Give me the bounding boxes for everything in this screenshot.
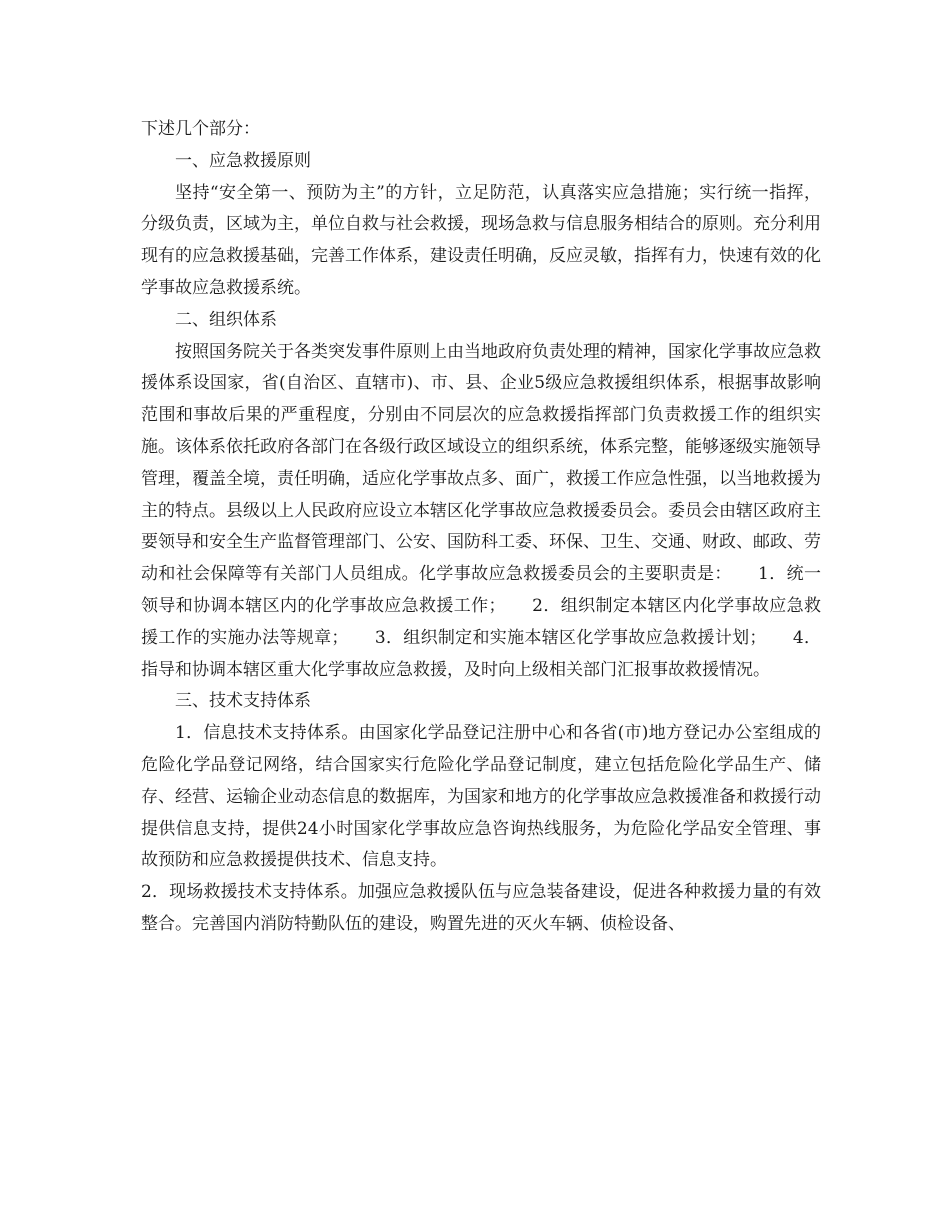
paragraph-organization: 按照国务院关于各类突发事件原则上由当地政府负责处理的精神，国家化学事故应急救援体系设国家，省(自治区、直辖市)、市、县、企业5级应急救援组织体系，根据事故影响范围和事故后果的严重程度，分别由不同层次的应急救援指挥部门负责救援工作的组织实施。该体系依托政府各部门在各级行政区域设立的组织系统，体系完整，能够逐级实施领导管理，覆盖全境，责任明确，适应化学事故点多、面广，救援工作应急性强，以当地救援为主的特点。县级以上人民政府应设立本辖区化学事故应急救援委员会。委员会由辖区政府主要领导和安全生产监督管理部门、公安、国防科工委、环保、卫生、交通、财政、邮政、劳动和社会保障等有关部门人员组成。化学事故应急救援委员会的主要职责是： 1．统一领导和协调本辖区内的化学事故应急救援工作； 2．组织制定本辖区内化学事故应急救援工作的实施办法等规章； 3．组织制定和实施本辖区化学事故应急救援计划； 4．指导和协调本辖区重大化学事故应急救援，及时向上级相关部门汇报事故救援情况。 — [141, 341, 821, 680]
paragraph-principles: 坚持“安全第一、预防为主”的方针，立足防范，认真落实应急措施；实行统一指挥，分级负责，区域为主，单位自救与社会救援，现场急救与信息服务相结合的原则。充分利用现有的应急救援基础，完善工作体系，建设责任明确，反应灵敏，指挥有力，快速有效的化学事故应急救援系统。 — [141, 182, 821, 298]
section-heading-organization: 二、组织体系 — [175, 309, 277, 330]
paragraph-onsite-rescue-support: 2．现场救援技术支持体系。加强应急救援队伍与应急装备建设，促进各种救援力量的有效整合。完善国内消防特勤队伍的建设，购置先进的灭火车辆、侦检设备、 — [141, 882, 821, 934]
section-heading-principles: 一、应急救援原则 — [175, 150, 311, 171]
paragraph-information-support: 1．信息技术支持体系。由国家化学品登记注册中心和各省(市)地方登记办公室组成的危险化学品登记网络，结合国家实行危险化学品登记制度，建立包括危险化学品生产、储存、经营、运输企业动态信息的数据库，为国家和地方的化学事故应急救援准备和救援行动提供信息支持，提供24小时国家化学事故应急咨询热线服务，为危险化学品安全管理、事故预防和应急救援提供技术、信息支持。 — [141, 723, 821, 871]
paragraph-intro: 下述几个部分： — [141, 119, 260, 139]
document-body — [141, 114, 821, 941]
section-heading-technical-support: 三、技术支持体系 — [175, 691, 311, 712]
